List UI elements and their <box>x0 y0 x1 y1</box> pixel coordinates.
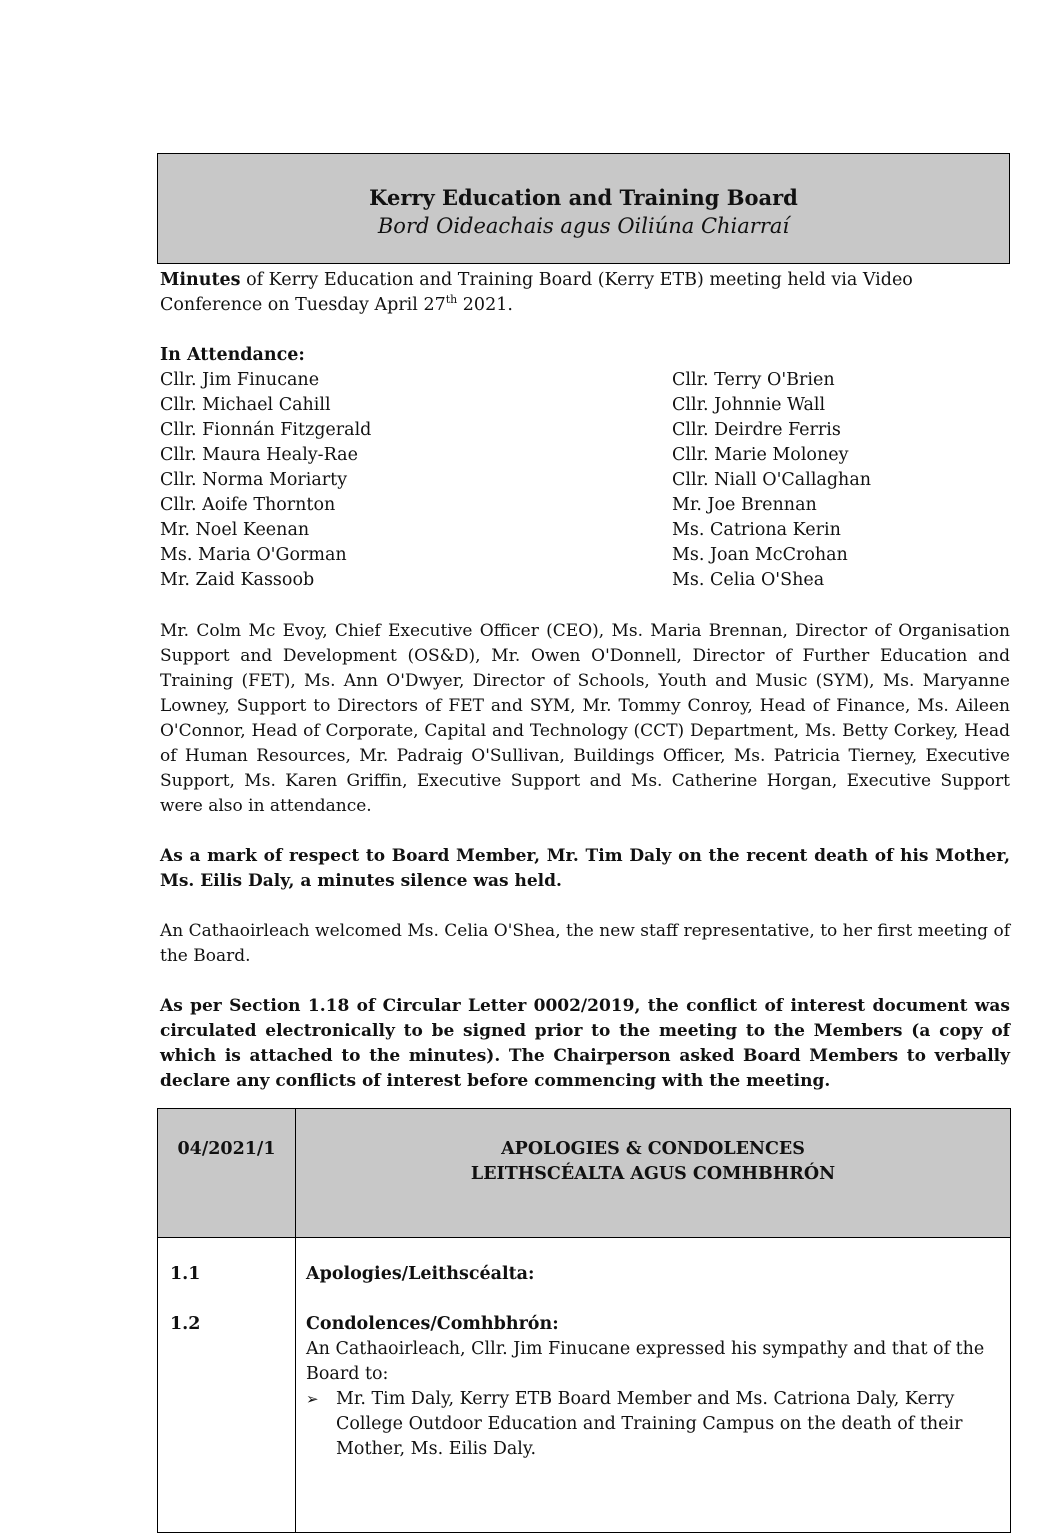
agenda-header-row <box>158 1109 1011 1238</box>
attendee: Ms. Celia O'Shea <box>672 570 825 590</box>
arrow-bullet-icon: ➢ <box>306 1390 319 1408</box>
attendee: Ms. Maria O'Gorman <box>160 545 347 565</box>
sub-item-number: 1.1 <box>170 1264 201 1284</box>
attendee: Cllr. Deirdre Ferris <box>672 420 841 440</box>
board-title-english: Kerry Education and Training Board <box>369 185 798 210</box>
agenda-sub-numbers <box>158 1238 296 1533</box>
apologies-heading: Apologies/Leithscéalta: <box>306 1264 535 1284</box>
attendee: Ms. Joan McCrohan <box>672 545 848 565</box>
intro-lead: Minutes <box>160 270 241 290</box>
header-box <box>157 153 1010 264</box>
agenda-sub-content <box>296 1238 1011 1533</box>
intro-text-1: of Kerry Education and Training Board (Kerry ETB) meeting held via Video Conference on Tuesday April 27 <box>160 270 913 315</box>
attendance-left-column <box>160 368 371 593</box>
attendee: Cllr. Jim Finucane <box>160 370 320 390</box>
attendee: Cllr. Norma Moriarty <box>160 470 348 490</box>
attendee: Ms. Catriona Kerin <box>672 520 841 540</box>
condolence-bullet <box>306 1387 998 1462</box>
attendee: Cllr. Fionnán Fitzgerald <box>160 420 372 440</box>
agenda-table <box>157 1108 1011 1533</box>
respect-paragraph: As a mark of respect to Board Member, Mr. Tim Daly on the recent death of his Mother, Ms. Eilis Daly, a minutes silence was held. <box>160 846 1010 891</box>
board-title-irish: Bord Oideachais agus Oiliúna Chiarraí <box>377 214 790 238</box>
attendee: Cllr. Marie Moloney <box>672 445 849 465</box>
sub-item-number: 1.2 <box>170 1314 201 1334</box>
condolence-bullet-text: Mr. Tim Daly, Kerry ETB Board Member and Ms. Catriona Daly, Kerry College Outdoor Education and Training Campus on the death of their Mother, Ms. Eilis Daly. <box>336 1389 963 1459</box>
intro-paragraph <box>160 268 1010 318</box>
agenda-body-row <box>158 1238 1011 1533</box>
agenda-title-english: APOLOGIES & CONDOLENCES <box>501 1139 805 1159</box>
staff-attendance-paragraph: Mr. Colm Mc Evoy, Chief Executive Officer (CEO), Ms. Maria Brennan, Director of Organisation Support and Development (OS&D), Mr. Owen O'Donnell, Director of Further Education and Training (FET), Ms. Ann O'Dwyer, Director of Schools, Youth and Music (SYM), Ms. Maryanne Lowney, Support to Directors of FET and SYM, Mr. Tommy Conroy, Head of Finance, Ms. Aileen O'Connor, Head of Corporate, Capital and Technology (CCT) Department, Ms. Betty Corkey, Head of Human Resources, Mr. Padraig O'Sullivan, Buildings Officer, Ms. Patricia Tierney, Executive Support, Ms. Karen Griffin, Executive Support and Ms. Catherine Horgan, Executive Support were also in attendance. <box>160 621 1010 816</box>
agenda-item-number: 04/2021/1 <box>158 1109 296 1238</box>
attendee: Cllr. Terry O'Brien <box>672 370 835 390</box>
condolences-text: An Cathaoirleach, Cllr. Jim Finucane expressed his sympathy and that of the Board to: <box>306 1339 985 1384</box>
attendee: Cllr. Aoife Thornton <box>160 495 336 515</box>
attendance-right-column <box>672 368 871 593</box>
condolences-heading: Condolences/Comhbhrón: <box>306 1314 559 1334</box>
attendee: Cllr. Maura Healy-Rae <box>160 445 358 465</box>
intro-ordinal: th <box>445 293 458 307</box>
intro-text-2: 2021. <box>457 295 513 315</box>
attendance-heading: In Attendance: <box>160 345 305 365</box>
attendee: Mr. Noel Keenan <box>160 520 310 540</box>
attendee: Cllr. Michael Cahill <box>160 395 331 415</box>
conflict-of-interest-paragraph: As per Section 1.18 of Circular Letter 0002/2019, the conflict of interest document was circulated electronically to be signed prior to the meeting to the Members (a copy of which is attached to the minutes). The Chairperson asked Board Members to verbally declare any conflicts of interest before commencing with the meeting. <box>160 996 1010 1091</box>
attendee: Cllr. Niall O'Callaghan <box>672 470 872 490</box>
attendee: Mr. Zaid Kassoob <box>160 570 315 590</box>
attendee: Cllr. Johnnie Wall <box>672 395 826 415</box>
welcome-paragraph: An Cathaoirleach welcomed Ms. Celia O'Shea, the new staff representative, to her first meeting of the Board. <box>160 921 1010 966</box>
agenda-item-title <box>296 1109 1011 1238</box>
agenda-title-irish: LEITHSCÉALTA AGUS COMHBHRÓN <box>470 1164 836 1184</box>
attendee: Mr. Joe Brennan <box>672 495 817 515</box>
